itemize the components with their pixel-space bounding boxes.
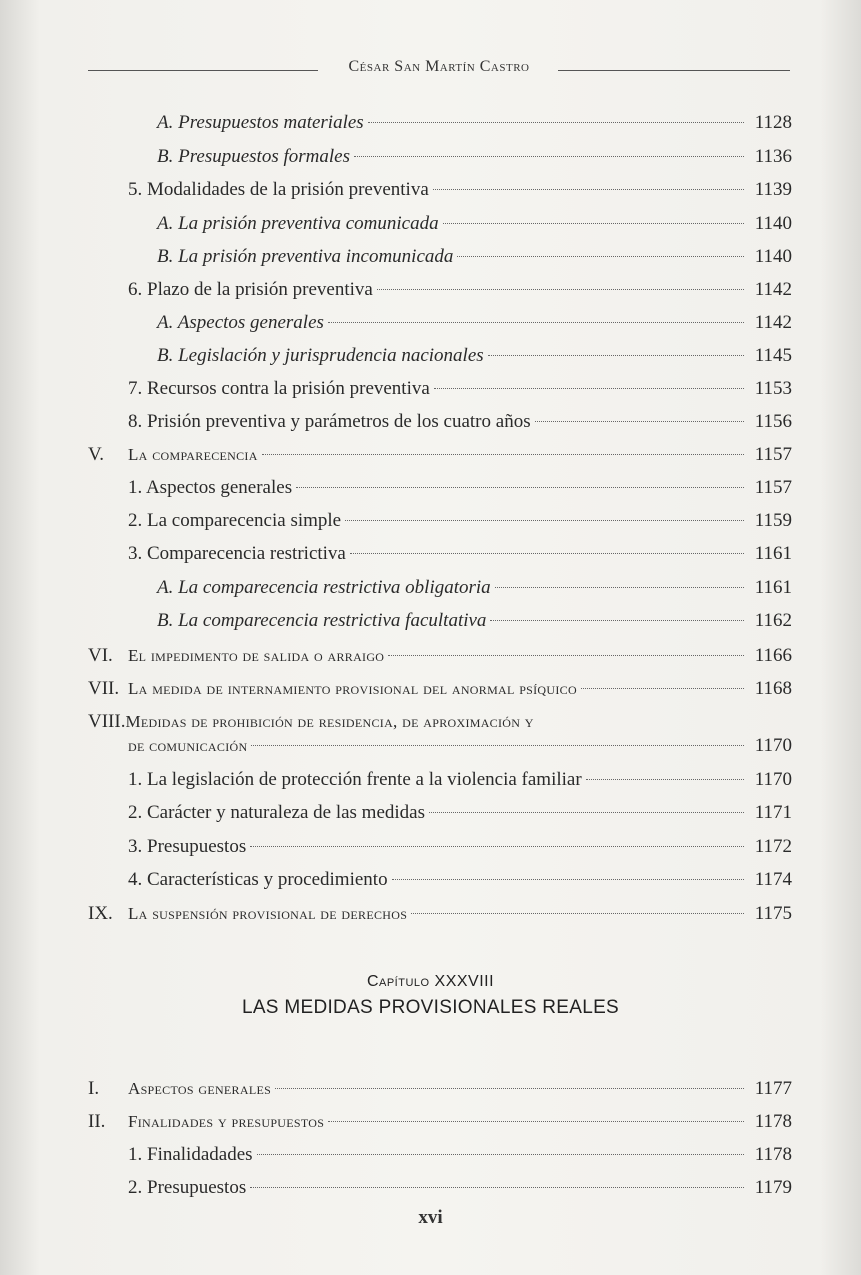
toc-section-label: Aspectos generales	[128, 1079, 272, 1098]
chapter-title: LAS MEDIDAS PROVISIONALES REALES	[241, 997, 620, 1018]
toc-entry-page: 1178	[754, 1111, 792, 1132]
toc-entry-label: 1. Aspectos generales	[128, 477, 293, 498]
toc-entry	[128, 766, 792, 794]
dot-leader	[368, 122, 744, 123]
toc-entry-page: 1168	[754, 678, 792, 699]
toc-entry-page: 1140	[754, 246, 792, 267]
toc-section-numeral: VIII.	[88, 711, 126, 732]
toc-entry-page: 1178	[754, 1144, 792, 1165]
dot-leader	[433, 189, 744, 190]
toc-section-label-cont: de comunicación	[128, 736, 248, 755]
toc-entry-page: 1128	[754, 112, 792, 133]
dot-leader	[328, 322, 744, 323]
dot-leader	[429, 812, 744, 813]
toc-entry-page: 1175	[754, 903, 792, 924]
dot-leader	[354, 156, 744, 157]
toc-section	[88, 675, 792, 703]
toc-entry-page: 1179	[754, 1177, 792, 1198]
toc-entry	[157, 143, 792, 171]
toc-entry-label: 2. Carácter y naturaleza de las medidas	[128, 802, 425, 823]
toc-section	[88, 900, 792, 928]
toc-section-numeral: I.	[88, 1078, 100, 1099]
toc-section-numeral: II.	[88, 1111, 106, 1132]
chapter-number: Capítulo XXXVIII	[366, 973, 495, 990]
dot-leader	[581, 688, 744, 689]
toc-entry	[157, 342, 792, 370]
toc-section-label: El impedimento de salida o arraigo	[128, 646, 385, 665]
toc-entry-page: 1171	[754, 802, 792, 823]
dot-leader	[350, 553, 744, 554]
toc-entry-page: 1174	[754, 869, 792, 890]
toc-entry-page: 1157	[754, 444, 792, 465]
toc-entry-label: 1. La legislación de protección frente a la violencia familiar	[128, 769, 582, 790]
toc-section	[88, 441, 792, 469]
dot-leader	[377, 289, 744, 290]
toc-entry-page: 1140	[754, 213, 792, 234]
toc-section	[88, 642, 792, 670]
toc-entry-page: 1153	[754, 378, 792, 399]
toc-entry-label: A. Aspectos generales	[157, 312, 324, 333]
toc-entry	[157, 243, 792, 271]
toc-entry	[128, 507, 792, 535]
dot-leader	[257, 1154, 744, 1155]
dot-leader	[388, 655, 744, 656]
toc-section-numeral: VII.	[88, 678, 120, 699]
toc-entry-label: 5. Modalidades de la prisión preventiva	[128, 179, 429, 200]
toc-section	[88, 1075, 792, 1103]
toc-entry-label: B. Legislación y jurisprudencia nacionales	[157, 345, 484, 366]
toc-entry	[128, 276, 792, 304]
toc-entry	[128, 474, 792, 502]
header-rule-right	[558, 70, 790, 71]
toc-section-numeral: VI.	[88, 645, 113, 666]
toc-entry-page: 1161	[754, 577, 792, 598]
running-header	[88, 58, 790, 82]
toc-section-label: Finalidades y presupuestos	[128, 1112, 325, 1131]
toc-entry	[128, 375, 792, 403]
dot-leader	[296, 487, 744, 488]
toc-entry	[128, 833, 792, 861]
dot-leader	[251, 745, 744, 746]
toc-entry	[128, 799, 792, 827]
dot-leader	[495, 587, 744, 588]
toc-entry	[157, 574, 792, 602]
toc-entry-label: B. La comparecencia restrictiva facultativa	[157, 610, 487, 631]
toc-section-continuation	[128, 732, 792, 760]
toc-entry-page: 1142	[754, 312, 792, 333]
toc-entry-label: B. La prisión preventiva incomunicada	[157, 246, 454, 267]
toc-entry-page: 1162	[754, 610, 792, 631]
toc-entry	[157, 309, 792, 337]
toc-entry-page: 1177	[754, 1078, 792, 1099]
dot-leader	[488, 355, 744, 356]
toc-entry-label: 2. Presupuestos	[128, 1177, 247, 1198]
header-author: César San Martín Castro	[348, 58, 530, 75]
page-folio: xvi	[418, 1207, 443, 1228]
toc-section-numeral: V.	[88, 444, 105, 465]
toc-entry-label: 6. Plazo de la prisión preventiva	[128, 279, 373, 300]
toc-entry-page: 1159	[754, 510, 792, 531]
dot-leader	[490, 620, 744, 621]
toc-entry-page: 1157	[754, 477, 792, 498]
toc-entry-label: B. Presupuestos formales	[157, 146, 350, 167]
toc-section-label: La medida de internamiento provisional del anormal psíquico	[128, 679, 577, 698]
toc-entry-label: A. La prisión preventiva comunicada	[157, 213, 439, 234]
toc-entry-page: 1156	[754, 411, 792, 432]
toc-entry-label: 8. Prisión preventiva y parámetros de los cuatro años	[128, 411, 531, 432]
dot-leader	[250, 846, 744, 847]
toc-entry	[157, 109, 792, 137]
toc-entry-label: A. Presupuestos materiales	[157, 112, 364, 133]
toc-entry	[128, 540, 792, 568]
toc-entry	[128, 1141, 792, 1169]
toc-entry-label: 3. Presupuestos	[128, 836, 247, 857]
toc-section	[88, 1108, 792, 1136]
toc-entry	[128, 408, 792, 436]
toc-entry-page: 1139	[754, 179, 792, 200]
dot-leader	[443, 223, 744, 224]
dot-leader	[275, 1088, 744, 1089]
toc-entry-label: 1. Finalidadades	[128, 1144, 253, 1165]
dot-leader	[586, 779, 744, 780]
dot-leader	[345, 520, 744, 521]
toc-entry	[157, 210, 792, 238]
toc-entry-page: 1136	[754, 146, 792, 167]
dot-leader	[411, 913, 744, 914]
toc-section-label: La comparecencia	[128, 445, 258, 464]
dot-leader	[434, 388, 744, 389]
dot-leader	[392, 879, 744, 880]
dot-leader	[535, 421, 744, 422]
toc-entry	[128, 1174, 792, 1202]
toc-section-label: Medidas de prohibición de residencia, de aproximación y	[125, 712, 534, 731]
toc-section-numeral: IX.	[88, 903, 113, 924]
toc-entry-page: 1170	[754, 735, 792, 756]
toc-entry-page: 1172	[754, 836, 792, 857]
toc-entry-label: 7. Recursos contra la prisión preventiva	[128, 378, 430, 399]
toc-entry-page: 1145	[754, 345, 792, 366]
toc-entry-page: 1142	[754, 279, 792, 300]
toc-entry	[157, 607, 792, 635]
dot-leader	[328, 1121, 744, 1122]
dot-leader	[250, 1187, 744, 1188]
toc-entry-label: 4. Características y procedimiento	[128, 869, 388, 890]
toc-entry	[128, 176, 792, 204]
toc-entry-label: 3. Comparecencia restrictiva	[128, 543, 346, 564]
toc-entry	[128, 866, 792, 894]
toc-entry-page: 1170	[754, 769, 792, 790]
toc-entry-label: 2. La comparecencia simple	[128, 510, 342, 531]
toc-section-label: La suspensión provisional de derechos	[128, 904, 408, 923]
toc-entry-label: A. La comparecencia restrictiva obligatoria	[157, 577, 491, 598]
toc-entry-page: 1166	[754, 645, 792, 666]
dot-leader	[262, 454, 744, 455]
dot-leader	[457, 256, 744, 257]
toc-entry-page: 1161	[754, 543, 792, 564]
